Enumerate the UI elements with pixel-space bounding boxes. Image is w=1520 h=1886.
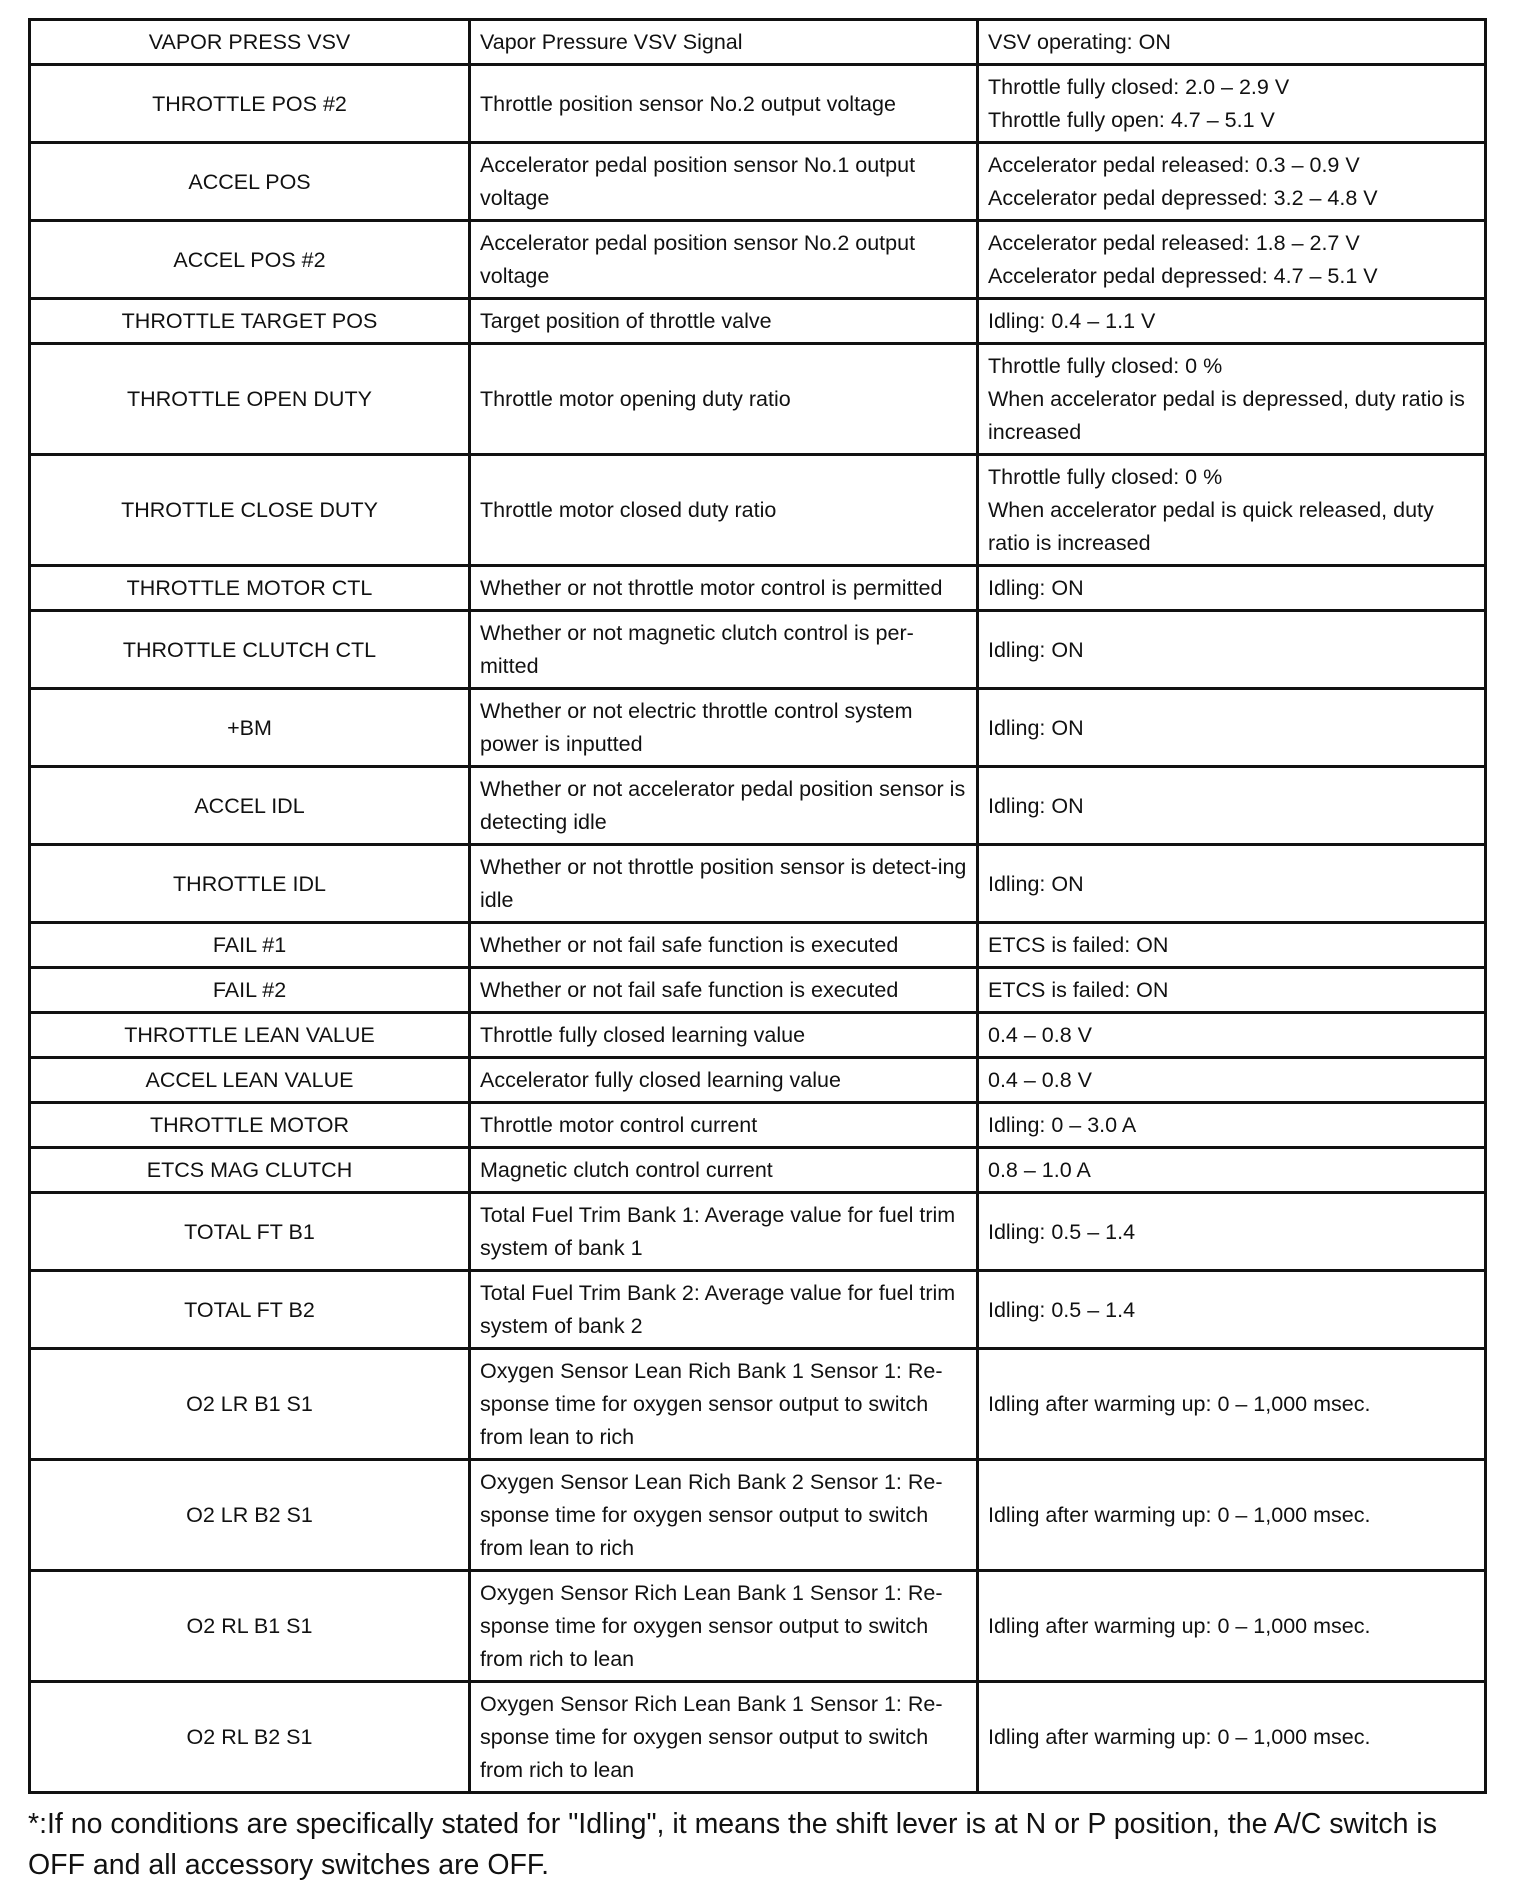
item-cell: O2 RL B2 S1 (30, 1682, 470, 1793)
condition-cell (978, 1058, 1486, 1103)
table-row (30, 968, 1486, 1013)
condition-line: Idling after warming up: 0 – 1,000 msec. (988, 1725, 1371, 1749)
table-row (30, 923, 1486, 968)
condition-line: Throttle fully open: 4.7 – 5.1 V (988, 108, 1275, 132)
condition-cell (978, 1148, 1486, 1193)
condition-line: Idling after warming up: 0 – 1,000 msec. (988, 1503, 1371, 1527)
table-row (30, 1013, 1486, 1058)
condition-cell (978, 221, 1486, 299)
footnote: *:If no conditions are specifically stated for "Idling", it means the shift lever is at N or P position, the A/C switch is OFF and all accessory switches are OFF. (28, 1808, 1437, 1881)
table-row (30, 1058, 1486, 1103)
condition-line: Idling: ON (988, 637, 1084, 662)
table-row (30, 1460, 1486, 1571)
description-cell: Whether or not throttle position sensor is detect-ing idle (470, 845, 978, 923)
description-cell: Accelerator pedal position sensor No.2 output voltage (470, 221, 978, 299)
condition-line: Idling: ON (988, 793, 1084, 818)
condition-line: Idling: 0.5 – 1.4 (988, 1297, 1136, 1322)
table-row (30, 767, 1486, 845)
item-cell: THROTTLE IDL (30, 845, 470, 923)
condition-cell (978, 689, 1486, 767)
condition-line: Accelerator pedal released: 1.8 – 2.7 V (988, 231, 1360, 255)
item-cell: THROTTLE OPEN DUTY (30, 344, 470, 455)
condition-line: Accelerator pedal released: 0.3 – 0.9 V (988, 153, 1360, 177)
item-cell: FAIL #2 (30, 968, 470, 1013)
item-cell: VAPOR PRESS VSV (30, 20, 470, 65)
condition-line: Idling: 0.4 – 1.1 V (988, 309, 1156, 333)
table-row (30, 1103, 1486, 1148)
item-cell: ACCEL POS #2 (30, 221, 470, 299)
condition-cell (978, 1103, 1486, 1148)
item-cell: +BM (30, 689, 470, 767)
data-list-table (28, 18, 1487, 1794)
condition-cell (978, 767, 1486, 845)
table-row (30, 1682, 1486, 1793)
condition-line: Accelerator pedal depressed: 4.7 – 5.1 V (988, 264, 1378, 288)
item-cell: FAIL #1 (30, 923, 470, 968)
condition-cell (978, 1682, 1486, 1793)
condition-line: Idling: 0.5 – 1.4 (988, 1219, 1136, 1244)
description-cell: Total Fuel Trim Bank 1: Average value for fuel trim system of bank 1 (470, 1193, 978, 1271)
condition-line: VSV operating: ON (988, 30, 1171, 54)
table-row (30, 1271, 1486, 1349)
description-cell: Magnetic clutch control current (470, 1148, 978, 1193)
condition-cell (978, 65, 1486, 143)
condition-cell (978, 923, 1486, 968)
description-cell: Whether or not fail safe function is executed (470, 923, 978, 968)
table-row (30, 1148, 1486, 1193)
condition-line: Throttle fully closed: 2.0 – 2.9 V (988, 75, 1290, 99)
item-cell: THROTTLE MOTOR CTL (30, 566, 470, 611)
table-row (30, 1571, 1486, 1682)
item-cell: TOTAL FT B1 (30, 1193, 470, 1271)
item-cell: THROTTLE CLOSE DUTY (30, 455, 470, 566)
table-row (30, 566, 1486, 611)
condition-cell (978, 1571, 1486, 1682)
condition-line: When accelerator pedal is depressed, duty ratio is increased (988, 387, 1465, 444)
description-cell: Target position of throttle valve (470, 299, 978, 344)
table-row (30, 1349, 1486, 1460)
condition-line: When accelerator pedal is quick released, duty ratio is increased (988, 498, 1434, 555)
item-cell: ACCEL IDL (30, 767, 470, 845)
description-cell: Oxygen Sensor Rich Lean Bank 1 Sensor 1: Re-sponse time for oxygen sensor output to switch from rich to lean (470, 1682, 978, 1793)
condition-line: Idling: ON (988, 715, 1084, 740)
item-cell: THROTTLE LEAN VALUE (30, 1013, 470, 1058)
table-body (30, 20, 1486, 1793)
condition-line: Idling: ON (988, 871, 1084, 896)
description-cell: Whether or not throttle motor control is permitted (470, 566, 978, 611)
condition-line: Idling: 0 – 3.0 A (988, 1113, 1137, 1137)
table-row (30, 143, 1486, 221)
condition-cell (978, 20, 1486, 65)
description-cell: Throttle position sensor No.2 output voltage (470, 65, 978, 143)
table-row (30, 299, 1486, 344)
document-page (28, 18, 1484, 1886)
condition-cell (978, 143, 1486, 221)
table-row (30, 344, 1486, 455)
condition-line: Throttle fully closed: 0 % (988, 354, 1223, 378)
condition-line: 0.8 – 1.0 A (988, 1158, 1091, 1182)
description-cell: Total Fuel Trim Bank 2: Average value for fuel trim system of bank 2 (470, 1271, 978, 1349)
condition-line: Idling after warming up: 0 – 1,000 msec. (988, 1614, 1371, 1638)
condition-cell (978, 1013, 1486, 1058)
condition-cell (978, 611, 1486, 689)
item-cell: THROTTLE CLUTCH CTL (30, 611, 470, 689)
condition-line: ETCS is failed: ON (988, 933, 1169, 957)
table-row (30, 689, 1486, 767)
condition-line: 0.4 – 0.8 V (988, 1023, 1092, 1047)
condition-line: Accelerator pedal depressed: 3.2 – 4.8 V (988, 186, 1378, 210)
description-cell: Vapor Pressure VSV Signal (470, 20, 978, 65)
condition-cell (978, 1349, 1486, 1460)
item-cell: THROTTLE TARGET POS (30, 299, 470, 344)
condition-line: ETCS is failed: ON (988, 978, 1169, 1002)
description-cell: Accelerator fully closed learning value (470, 1058, 978, 1103)
description-cell: Oxygen Sensor Lean Rich Bank 2 Sensor 1: Re-sponse time for oxygen sensor output to switch from lean to rich (470, 1460, 978, 1571)
condition-cell (978, 1460, 1486, 1571)
item-cell: THROTTLE POS #2 (30, 65, 470, 143)
description-cell: Oxygen Sensor Rich Lean Bank 1 Sensor 1: Re-sponse time for oxygen sensor output to switch from rich to lean (470, 1571, 978, 1682)
item-cell: O2 RL B1 S1 (30, 1571, 470, 1682)
condition-cell (978, 344, 1486, 455)
condition-cell (978, 845, 1486, 923)
item-cell: O2 LR B1 S1 (30, 1349, 470, 1460)
condition-cell (978, 1193, 1486, 1271)
description-cell: Throttle fully closed learning value (470, 1013, 978, 1058)
description-cell: Oxygen Sensor Lean Rich Bank 1 Sensor 1: Re-sponse time for oxygen sensor output to switch from lean to rich (470, 1349, 978, 1460)
description-cell: Throttle motor opening duty ratio (470, 344, 978, 455)
item-cell: ACCEL LEAN VALUE (30, 1058, 470, 1103)
table-row (30, 845, 1486, 923)
condition-line: Idling after warming up: 0 – 1,000 msec. (988, 1392, 1371, 1416)
description-cell: Throttle motor closed duty ratio (470, 455, 978, 566)
item-cell: ETCS MAG CLUTCH (30, 1148, 470, 1193)
table-row (30, 455, 1486, 566)
condition-cell (978, 968, 1486, 1013)
table-row (30, 1193, 1486, 1271)
table-row (30, 221, 1486, 299)
item-cell: TOTAL FT B2 (30, 1271, 470, 1349)
condition-line: Idling: ON (988, 576, 1084, 600)
description-cell: Whether or not fail safe function is executed (470, 968, 978, 1013)
description-cell: Accelerator pedal position sensor No.1 output voltage (470, 143, 978, 221)
description-cell: Whether or not magnetic clutch control is per-mitted (470, 611, 978, 689)
table-row (30, 611, 1486, 689)
item-cell: THROTTLE MOTOR (30, 1103, 470, 1148)
condition-cell (978, 455, 1486, 566)
description-cell: Whether or not accelerator pedal position sensor is detecting idle (470, 767, 978, 845)
item-cell: O2 LR B2 S1 (30, 1460, 470, 1571)
item-cell: ACCEL POS (30, 143, 470, 221)
condition-cell (978, 299, 1486, 344)
table-row (30, 20, 1486, 65)
condition-line: 0.4 – 0.8 V (988, 1068, 1092, 1092)
condition-cell (978, 566, 1486, 611)
condition-cell (978, 1271, 1486, 1349)
description-cell: Throttle motor control current (470, 1103, 978, 1148)
description-cell: Whether or not electric throttle control system power is inputted (470, 689, 978, 767)
table-row (30, 65, 1486, 143)
condition-line: Throttle fully closed: 0 % (988, 465, 1223, 489)
